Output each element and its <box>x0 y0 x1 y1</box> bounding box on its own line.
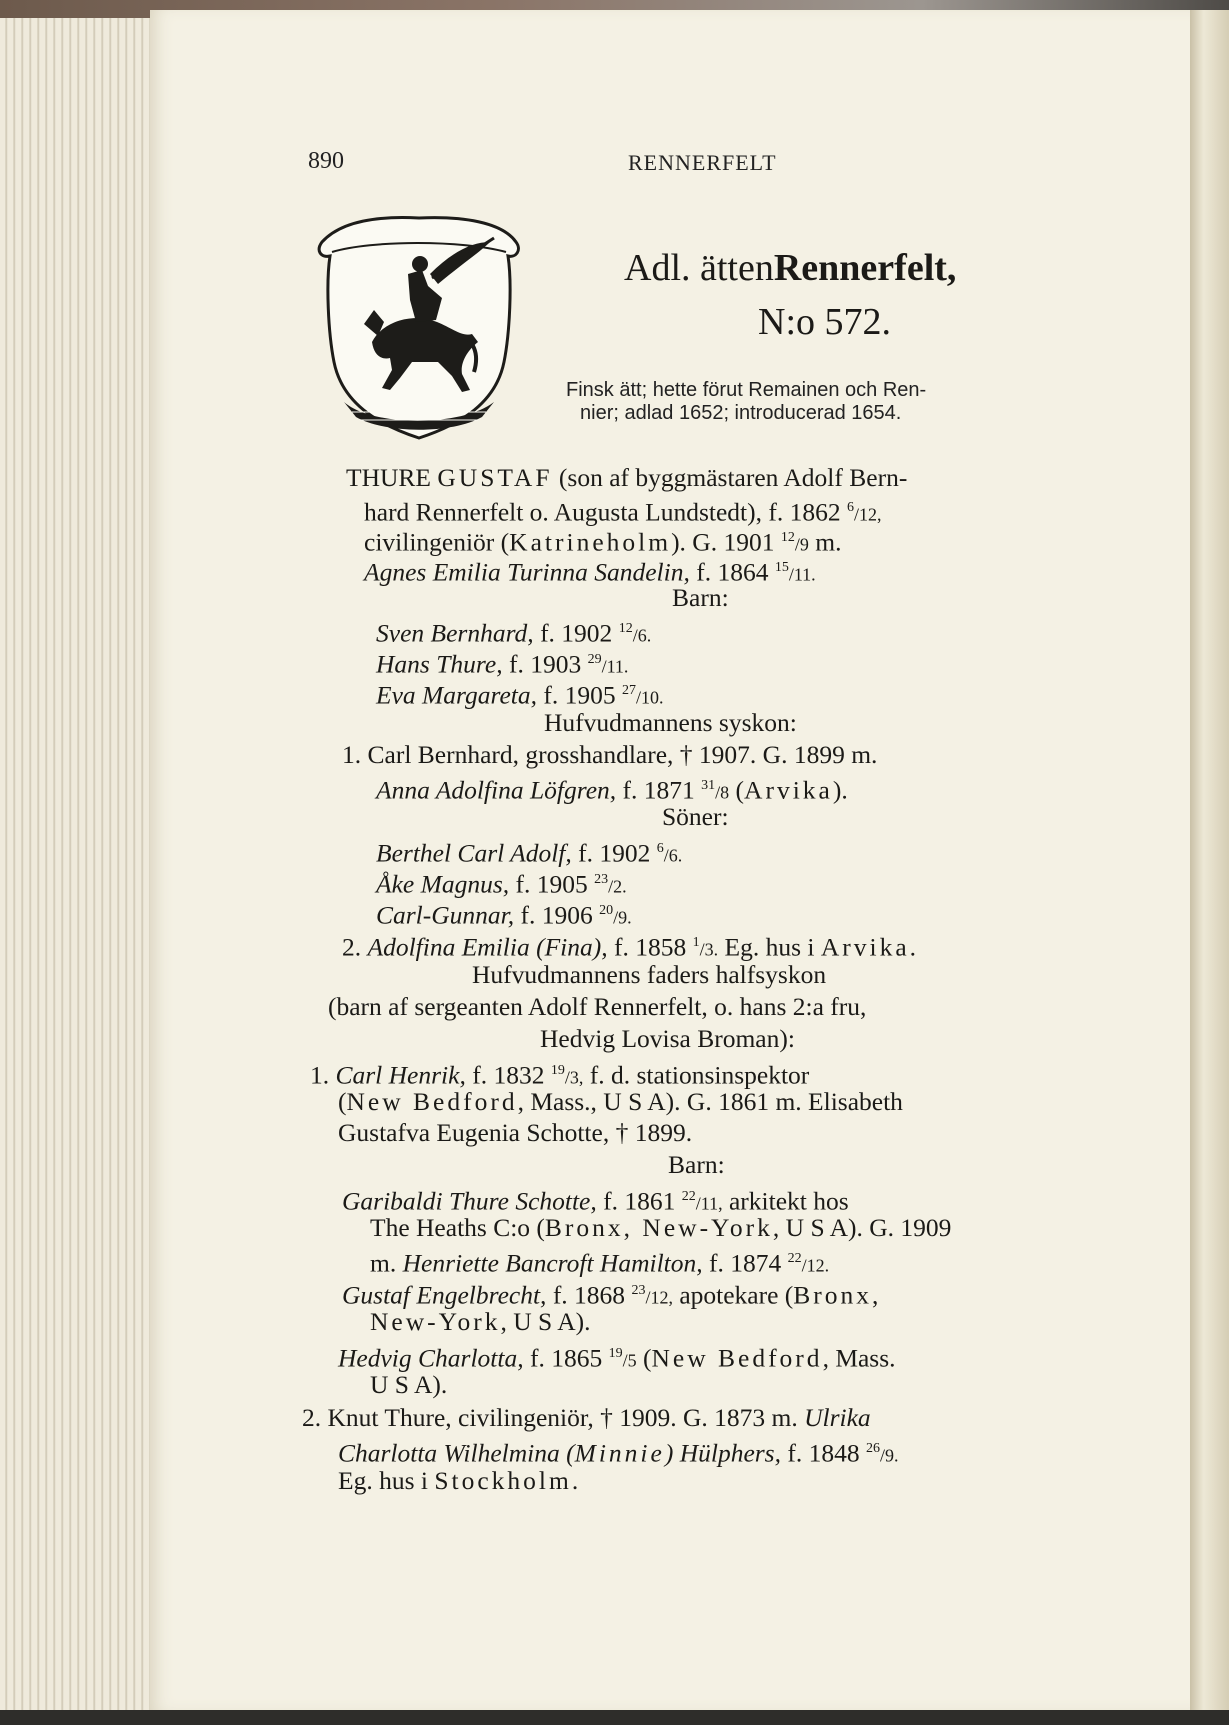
text-line-32: Charlotta Wilhelmina (Minnie) Hülphers, f. 1848 $^{26}$/9. <box>338 1438 899 1468</box>
heading-barn: Barn: <box>672 583 729 612</box>
text-line-25: The Heaths C:o (Bronx, New-York, U S A). G. 1909 <box>370 1213 952 1242</box>
text-line-14: Åke Magnus, f. 1905 $^{23}$/2. <box>376 869 627 899</box>
heading-syskon: Hufvudmannens syskon: <box>544 708 797 737</box>
text-line-21: (New Bedford, Mass., U S A). G. 1861 m. Elisabeth <box>338 1087 903 1116</box>
text-line-30: U S A). <box>370 1370 448 1399</box>
text-line-29: Hedvig Charlotta, f. 1865 $^{19}$/5 (New Bedford, Mass. <box>338 1343 896 1373</box>
heading-halfsyskon: Hufvudmannens faders halfsyskon <box>472 960 827 989</box>
text-line-20: 1. Carl Henrik, f. 1832 $^{19}$/3, f. d. stationsinspektor <box>310 1060 810 1090</box>
text-line-02: hard Rennerfelt o. Augusta Lundstedt), f. 1862 $^6$/12, <box>364 497 882 527</box>
coat-of-arms-icon <box>312 212 526 444</box>
text-line-27: Gustaf Engelbrecht, f. 1868 $^{23}$/12, apotekare (Bronx, <box>342 1280 879 1310</box>
family-note-2: nier; adlad 1652; introducerad 1654. <box>580 402 902 424</box>
page-edges <box>0 18 171 1725</box>
text-line-13: Berthel Carl Adolf, f. 1902 $^6$/6. <box>376 838 683 868</box>
heading-soner: Söner: <box>662 802 729 831</box>
text-line-04: Agnes Emilia Turinna Sandelin, f. 1864 $^{15}$/11. <box>364 557 816 587</box>
family-note-1: Finsk ätt; hette förut Remainen och Ren- <box>566 379 927 401</box>
text-line-15: Carl-Gunnar, f. 1906 $^{20}$/9. <box>376 900 632 930</box>
family-number: N:o 572. <box>758 301 891 343</box>
text-line-19: Hedvig Lovisa Broman): <box>540 1024 795 1053</box>
text-line-08: Eva Margareta, f. 1905 $^{27}$/10. <box>376 680 664 710</box>
text-line-33: Eg. hus i Stockholm. <box>338 1466 579 1495</box>
text-line-22: Gustafva Eugenia Schotte, † 1899. <box>338 1118 693 1147</box>
text-line-26: m. Henriette Bancroft Hamilton, f. 1874 $^{22}$/12. <box>370 1248 830 1278</box>
running-title: RENNERFELT <box>628 150 777 175</box>
text-line-07: Hans Thure, f. 1903 $^{29}$/11. <box>376 649 629 679</box>
heading-barn-2: Barn: <box>668 1150 725 1179</box>
page-number: 890 <box>308 148 344 174</box>
text-line-06: Sven Bernhard, f. 1902 $^{12}$/6. <box>376 618 652 648</box>
text-line-16: 2. Adolfina Emilia (Fina), f. 1858 $^1$/3. Eg. hus i Arvika. <box>342 932 917 962</box>
family-title: Adl. ättenRennerfelt, <box>624 247 957 289</box>
text-line-10: 1. Carl Bernhard, grosshandlare, † 1907. G. 1899 m. <box>342 740 878 769</box>
text-line-18: (barn af sergeanten Adolf Rennerfelt, o. hans 2:a fru, <box>328 992 867 1021</box>
book-bottom-edge <box>0 1710 1229 1725</box>
text-line-11: Anna Adolfina Löfgren, f. 1871 $^{31}$/8 (Arvika). <box>376 775 848 805</box>
text-line-01: THURE GUSTAF (son af byggmästaren Adolf Bern- <box>346 463 908 492</box>
text-line-24: Garibaldi Thure Schotte, f. 1861 $^{22}$/11, arkitekt hos <box>342 1186 849 1216</box>
text-line-31: 2. Knut Thure, civilingeniör, † 1909. G. 1873 m. Ulrika <box>302 1403 871 1432</box>
text-line-28: New-York, U S A). <box>370 1307 591 1336</box>
text-line-03: civilingeniör (Katrineholm). G. 1901 $^{12}$/9 m. <box>364 527 842 557</box>
